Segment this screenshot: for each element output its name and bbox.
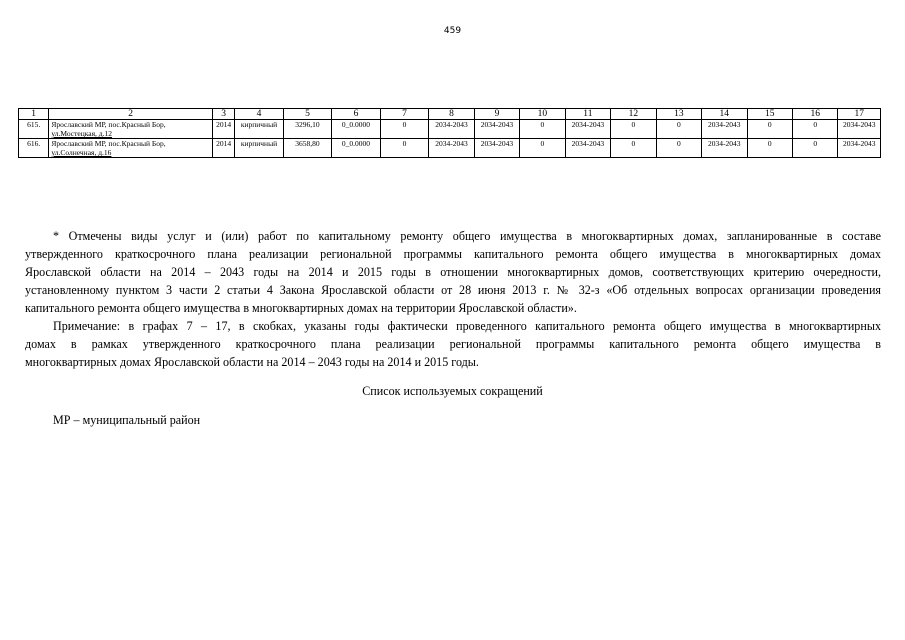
column-header: 9 <box>474 109 519 120</box>
area-cell: 3296,10 <box>283 120 332 139</box>
abbreviation-entry: МР – муниципальный район <box>53 413 201 427</box>
text-line: многоквартирных домах Ярославской области на 2014 – 2043 годы на 2014 и 2015 годы. <box>25 355 479 369</box>
table-cell: 0_0.0000 <box>332 139 381 158</box>
column-header: 2 <box>49 109 213 120</box>
text-line: Ярославской области на 2014 – 2043 годы на 2014 и 2015 годы в отношении многоквартирных домов, соответствующих критерию очередности, <box>25 265 881 279</box>
year-cell: 2014 <box>213 120 235 139</box>
column-header: 8 <box>429 109 474 120</box>
table-cell: 0 <box>520 120 565 139</box>
table-cell: 0 <box>520 139 565 158</box>
column-header: 1 <box>19 109 49 120</box>
address-line: Ярославский МР, пос.Красный Бор, <box>51 139 166 148</box>
table-cell: 2034-2043 <box>702 120 747 139</box>
material-cell: кирпичный <box>235 120 284 139</box>
column-header: 3 <box>213 109 235 120</box>
year-cell: 2014 <box>213 139 235 158</box>
table-row <box>19 139 881 158</box>
column-header: 10 <box>520 109 565 120</box>
table-cell: 2034-2043 <box>838 120 881 139</box>
table-cell: 2034-2043 <box>702 139 747 158</box>
table-cell: 2034-2043 <box>429 139 474 158</box>
table-cell: 2034-2043 <box>474 139 519 158</box>
address-cell <box>49 120 213 139</box>
text-line: утвержденного краткосрочного плана реализации региональной программы капитального ремонта общего имущества в многоквартирных домах <box>25 247 881 261</box>
table-cell: 0_0.0000 <box>332 120 381 139</box>
table-cell: 2034-2043 <box>565 120 610 139</box>
repair-plan-table <box>18 108 881 158</box>
table-cell: 0 <box>611 120 656 139</box>
address-street: ул.Солнечная, д.16 <box>51 148 112 157</box>
text-line: * Отмечены виды услуг и (или) работ по капитальному ремонту общего имущества в многоквартирных домах, запланированные в составе <box>53 229 881 243</box>
column-header: 6 <box>332 109 381 120</box>
abbreviations-title: Список используемых сокращений <box>362 384 543 398</box>
note-paragraph <box>25 317 881 371</box>
row-number: 615. <box>19 120 49 139</box>
column-header: 14 <box>702 109 747 120</box>
text-line: установленному пунктом 3 части 2 статьи 4 Закона Ярославской области от 28 июня 2013 г. № 32-з «Об отдельных вопросах организации проведения <box>25 283 881 297</box>
text-line: Примечание: в графах 7 – 17, в скобках, указаны годы фактически проведенного капитального ремонта общего имущества в многоквартирных <box>53 319 881 333</box>
table-cell: 2034-2043 <box>474 120 519 139</box>
column-header: 15 <box>747 109 792 120</box>
table-cell: 0 <box>747 120 792 139</box>
page-number: 459 <box>443 26 462 36</box>
material-cell: кирпичный <box>235 139 284 158</box>
table-cell: 0 <box>380 139 429 158</box>
footnote-paragraph <box>25 227 881 317</box>
table-header-row <box>19 109 881 120</box>
text-line: капитального ремонта общего имущества в многоквартирных домах на территории Ярославской области». <box>25 301 577 315</box>
area-cell: 3658,80 <box>283 139 332 158</box>
column-header: 7 <box>380 109 429 120</box>
column-header: 16 <box>792 109 837 120</box>
address-line: Ярославский МР, пос.Красный Бор, <box>51 120 166 129</box>
column-header: 4 <box>235 109 284 120</box>
text-line: домах в рамках утвержденного краткосрочного плана реализации региональной программы капитального ремонта общего имущества в <box>25 337 881 351</box>
table-row <box>19 120 881 139</box>
table-cell: 2034-2043 <box>838 139 881 158</box>
column-header: 12 <box>611 109 656 120</box>
column-header: 17 <box>838 109 881 120</box>
table-cell: 0 <box>792 120 837 139</box>
table-cell: 0 <box>747 139 792 158</box>
column-header: 5 <box>283 109 332 120</box>
table-cell: 0 <box>792 139 837 158</box>
table-cell: 0 <box>380 120 429 139</box>
table-cell: 0 <box>656 139 701 158</box>
table-cell: 0 <box>656 120 701 139</box>
row-number: 616. <box>19 139 49 158</box>
table-cell: 2034-2043 <box>565 139 610 158</box>
table-cell: 0 <box>611 139 656 158</box>
column-header: 11 <box>565 109 610 120</box>
table-cell: 2034-2043 <box>429 120 474 139</box>
address-street: ул.Мостецкая, д.12 <box>51 129 112 138</box>
column-header: 13 <box>656 109 701 120</box>
address-cell <box>49 139 213 158</box>
